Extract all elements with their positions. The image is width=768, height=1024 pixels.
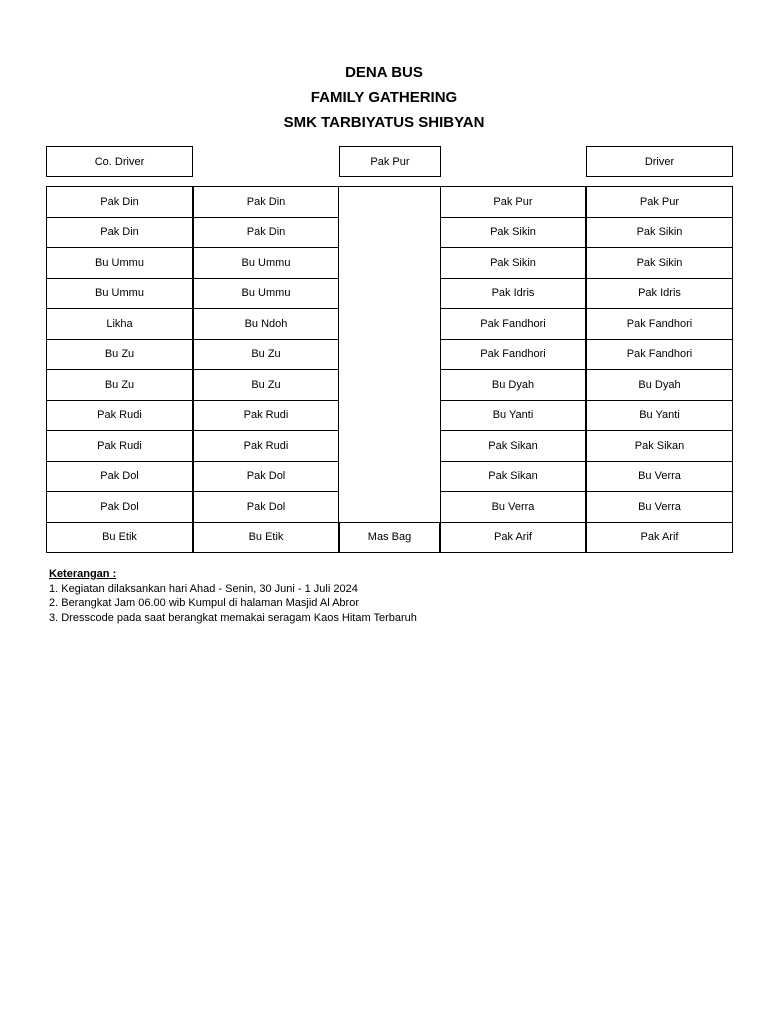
seat-cell: Pak Fandhori (440, 339, 586, 371)
seat-cell: Bu Ummu (46, 247, 193, 279)
seat-cell: Bu Ummu (46, 278, 193, 310)
seat-cell: Pak Fandhori (586, 339, 733, 371)
seat-cell: Pak Din (193, 186, 339, 218)
seat-cell: Bu Yanti (586, 400, 733, 432)
seat-cell: Pak Sikan (586, 430, 733, 462)
title-line-2: FAMILY GATHERING (310, 89, 458, 106)
seat-cell: Pak Rudi (193, 400, 339, 432)
seat-cell: Bu Zu (193, 369, 339, 401)
seat-cell: Pak Dol (46, 491, 193, 523)
seat-cell: Bu Zu (46, 369, 193, 401)
seat-cell: Bu Verra (586, 491, 733, 523)
seat-cell: Pak Idris (586, 278, 733, 310)
seat-cell: Bu Dyah (440, 369, 586, 401)
seat-cell: Likha (46, 308, 193, 340)
note-item: 2. Berangkat Jam 06.00 wib Kumpul di halaman Masjid Al Abror (49, 597, 359, 609)
seat-cell: Pak Dol (193, 461, 339, 493)
seat-cell: Bu Dyah (586, 369, 733, 401)
seat-cell: Pak Fandhori (440, 308, 586, 340)
seat-cell: Pak Sikin (586, 217, 733, 249)
seat-cell: Pak Dol (193, 491, 339, 523)
driver-seat: Driver (586, 146, 733, 177)
front-middle-seat: Pak Pur (339, 146, 441, 177)
title-line-3: SMK TARBIYATUS SHIBYAN (283, 114, 485, 131)
seat-cell: Bu Verra (586, 461, 733, 493)
aisle-outline (339, 186, 441, 523)
seat-cell: Bu Etik (193, 522, 339, 554)
seat-cell: Pak Sikin (586, 247, 733, 279)
note-item: 3. Dresscode pada saat berangkat memakai seragam Kaos Hitam Terbaruh (49, 611, 417, 624)
seat-cell: Bu Verra (440, 491, 586, 523)
seat-cell: Pak Sikan (440, 430, 586, 462)
seat-cell: Bu Zu (193, 339, 339, 371)
note-item: 1. Kegiatan dilaksankan hari Ahad - Senin, 30 Juni - 1 Juli 2024 (49, 582, 358, 595)
seat-cell: Pak Pur (440, 186, 586, 218)
seat-cell: Pak Sikan (440, 461, 586, 493)
seat-cell: Bu Ummu (193, 247, 339, 279)
seat-cell: Pak Idris (440, 278, 586, 310)
seat-cell: Pak Fandhori (586, 308, 733, 340)
seat-cell: Pak Dol (46, 461, 193, 493)
seat-cell: Mas Bag (339, 522, 440, 554)
seat-cell: Pak Rudi (46, 430, 193, 462)
seat-cell: Bu Zu (46, 339, 193, 371)
co-driver-seat: Co. Driver (46, 146, 193, 177)
notes-heading: Keterangan : (49, 568, 117, 580)
seat-cell: Pak Pur (586, 186, 733, 218)
seat-cell: Pak Rudi (193, 430, 339, 462)
notes-section (49, 567, 417, 625)
seat-cell: Bu Ummu (193, 278, 339, 310)
document-title (0, 60, 768, 135)
seat-cell: Bu Etik (46, 522, 193, 554)
seat-cell: Pak Din (46, 186, 193, 218)
seat-cell: Pak Arif (440, 522, 586, 554)
seat-cell: Pak Din (46, 217, 193, 249)
title-line-1: DENA BUS (345, 64, 423, 81)
seat-cell: Bu Ndoh (193, 308, 339, 340)
seat-cell: Pak Sikin (440, 247, 586, 279)
seat-cell: Pak Sikin (440, 217, 586, 249)
seat-cell: Pak Arif (586, 522, 733, 554)
seat-cell: Pak Rudi (46, 400, 193, 432)
seat-cell: Bu Yanti (440, 400, 586, 432)
seat-cell: Pak Din (193, 217, 339, 249)
